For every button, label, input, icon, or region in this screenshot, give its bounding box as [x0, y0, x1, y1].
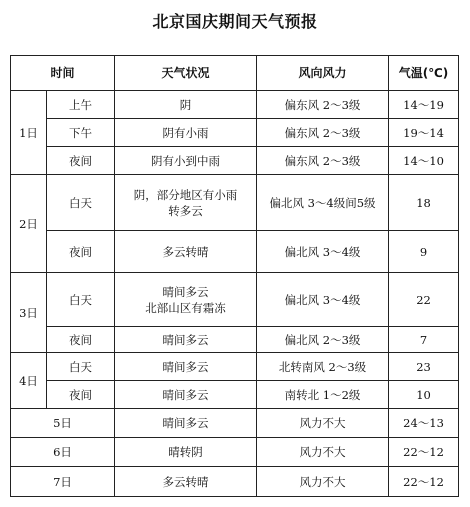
period-cell: 夜间 — [47, 147, 115, 175]
period-cell: 上午 — [47, 91, 115, 119]
table-row — [11, 327, 459, 353]
wind-cell: 偏东风 2～3级 — [257, 119, 389, 147]
wind-cell: 偏北风 3～4级 — [257, 273, 389, 327]
wind-cell: 偏北风 3～4级间5级 — [257, 175, 389, 231]
weather-cell: 多云转晴 — [115, 231, 257, 273]
period-cell: 夜间 — [47, 381, 115, 409]
weather-cell: 阴，部分地区有小雨 转多云 — [115, 175, 257, 231]
table-row — [11, 119, 459, 147]
wind-cell: 风力不大 — [257, 467, 389, 497]
table-row — [11, 353, 459, 381]
header-temperature: 气温(℃) — [389, 56, 459, 91]
wind-cell: 偏东风 2～3级 — [257, 147, 389, 175]
table-row — [11, 147, 459, 175]
temp-cell: 24～13 — [389, 409, 459, 438]
day-cell: 7日 — [11, 467, 115, 497]
header-wind: 风向风力 — [257, 56, 389, 91]
period-cell: 白天 — [47, 175, 115, 231]
wind-cell: 偏北风 2～3级 — [257, 327, 389, 353]
temp-cell: 9 — [389, 231, 459, 273]
weather-cell: 晴间多云 — [115, 381, 257, 409]
weather-cell: 多云转晴 — [115, 467, 257, 497]
page-title: 北京国庆期间天气预报 — [152, 12, 318, 31]
table-row — [11, 438, 459, 467]
weather-cell: 晴转阴 — [115, 438, 257, 467]
table-row — [11, 467, 459, 497]
weather-cell: 阴有小雨 — [115, 119, 257, 147]
header-row — [11, 56, 459, 91]
temp-cell: 18 — [389, 175, 459, 231]
day-cell: 6日 — [11, 438, 115, 467]
header-time: 时间 — [11, 56, 115, 91]
day-cell: 1日 — [11, 91, 47, 175]
temp-cell: 22 — [389, 273, 459, 327]
period-cell: 下午 — [47, 119, 115, 147]
period-cell: 夜间 — [47, 327, 115, 353]
weather-cell: 晴间多云 — [115, 409, 257, 438]
day-cell: 2日 — [11, 175, 47, 273]
temp-cell: 22～12 — [389, 467, 459, 497]
temp-cell: 19～14 — [389, 119, 459, 147]
table-row — [11, 409, 459, 438]
weather-cell: 晴间多云 — [115, 353, 257, 381]
weather-cell: 阴 — [115, 91, 257, 119]
wind-cell: 南转北 1～2级 — [257, 381, 389, 409]
period-cell: 白天 — [47, 353, 115, 381]
table-row — [11, 273, 459, 327]
wind-cell: 风力不大 — [257, 438, 389, 467]
wind-cell: 偏东风 2～3级 — [257, 91, 389, 119]
table-row — [11, 381, 459, 409]
day-cell: 4日 — [11, 353, 47, 409]
temp-cell: 7 — [389, 327, 459, 353]
table-row — [11, 91, 459, 119]
table-row — [11, 175, 459, 231]
weather-cell: 晴间多云 — [115, 327, 257, 353]
period-cell: 夜间 — [47, 231, 115, 273]
header-weather: 天气状况 — [115, 56, 257, 91]
temp-cell: 10 — [389, 381, 459, 409]
day-cell: 5日 — [11, 409, 115, 438]
temp-cell: 14～10 — [389, 147, 459, 175]
wind-cell: 偏北风 3～4级 — [257, 231, 389, 273]
weather-cell: 晴间多云 北部山区有霜冻 — [115, 273, 257, 327]
wind-cell: 风力不大 — [257, 409, 389, 438]
wind-cell: 北转南风 2～3级 — [257, 353, 389, 381]
temp-cell: 23 — [389, 353, 459, 381]
table-row — [11, 231, 459, 273]
day-cell: 3日 — [11, 273, 47, 353]
forecast-table — [10, 55, 459, 497]
weather-cell: 阴有小到中雨 — [115, 147, 257, 175]
temp-cell: 14～19 — [389, 91, 459, 119]
period-cell: 白天 — [47, 273, 115, 327]
temp-cell: 22～12 — [389, 438, 459, 467]
